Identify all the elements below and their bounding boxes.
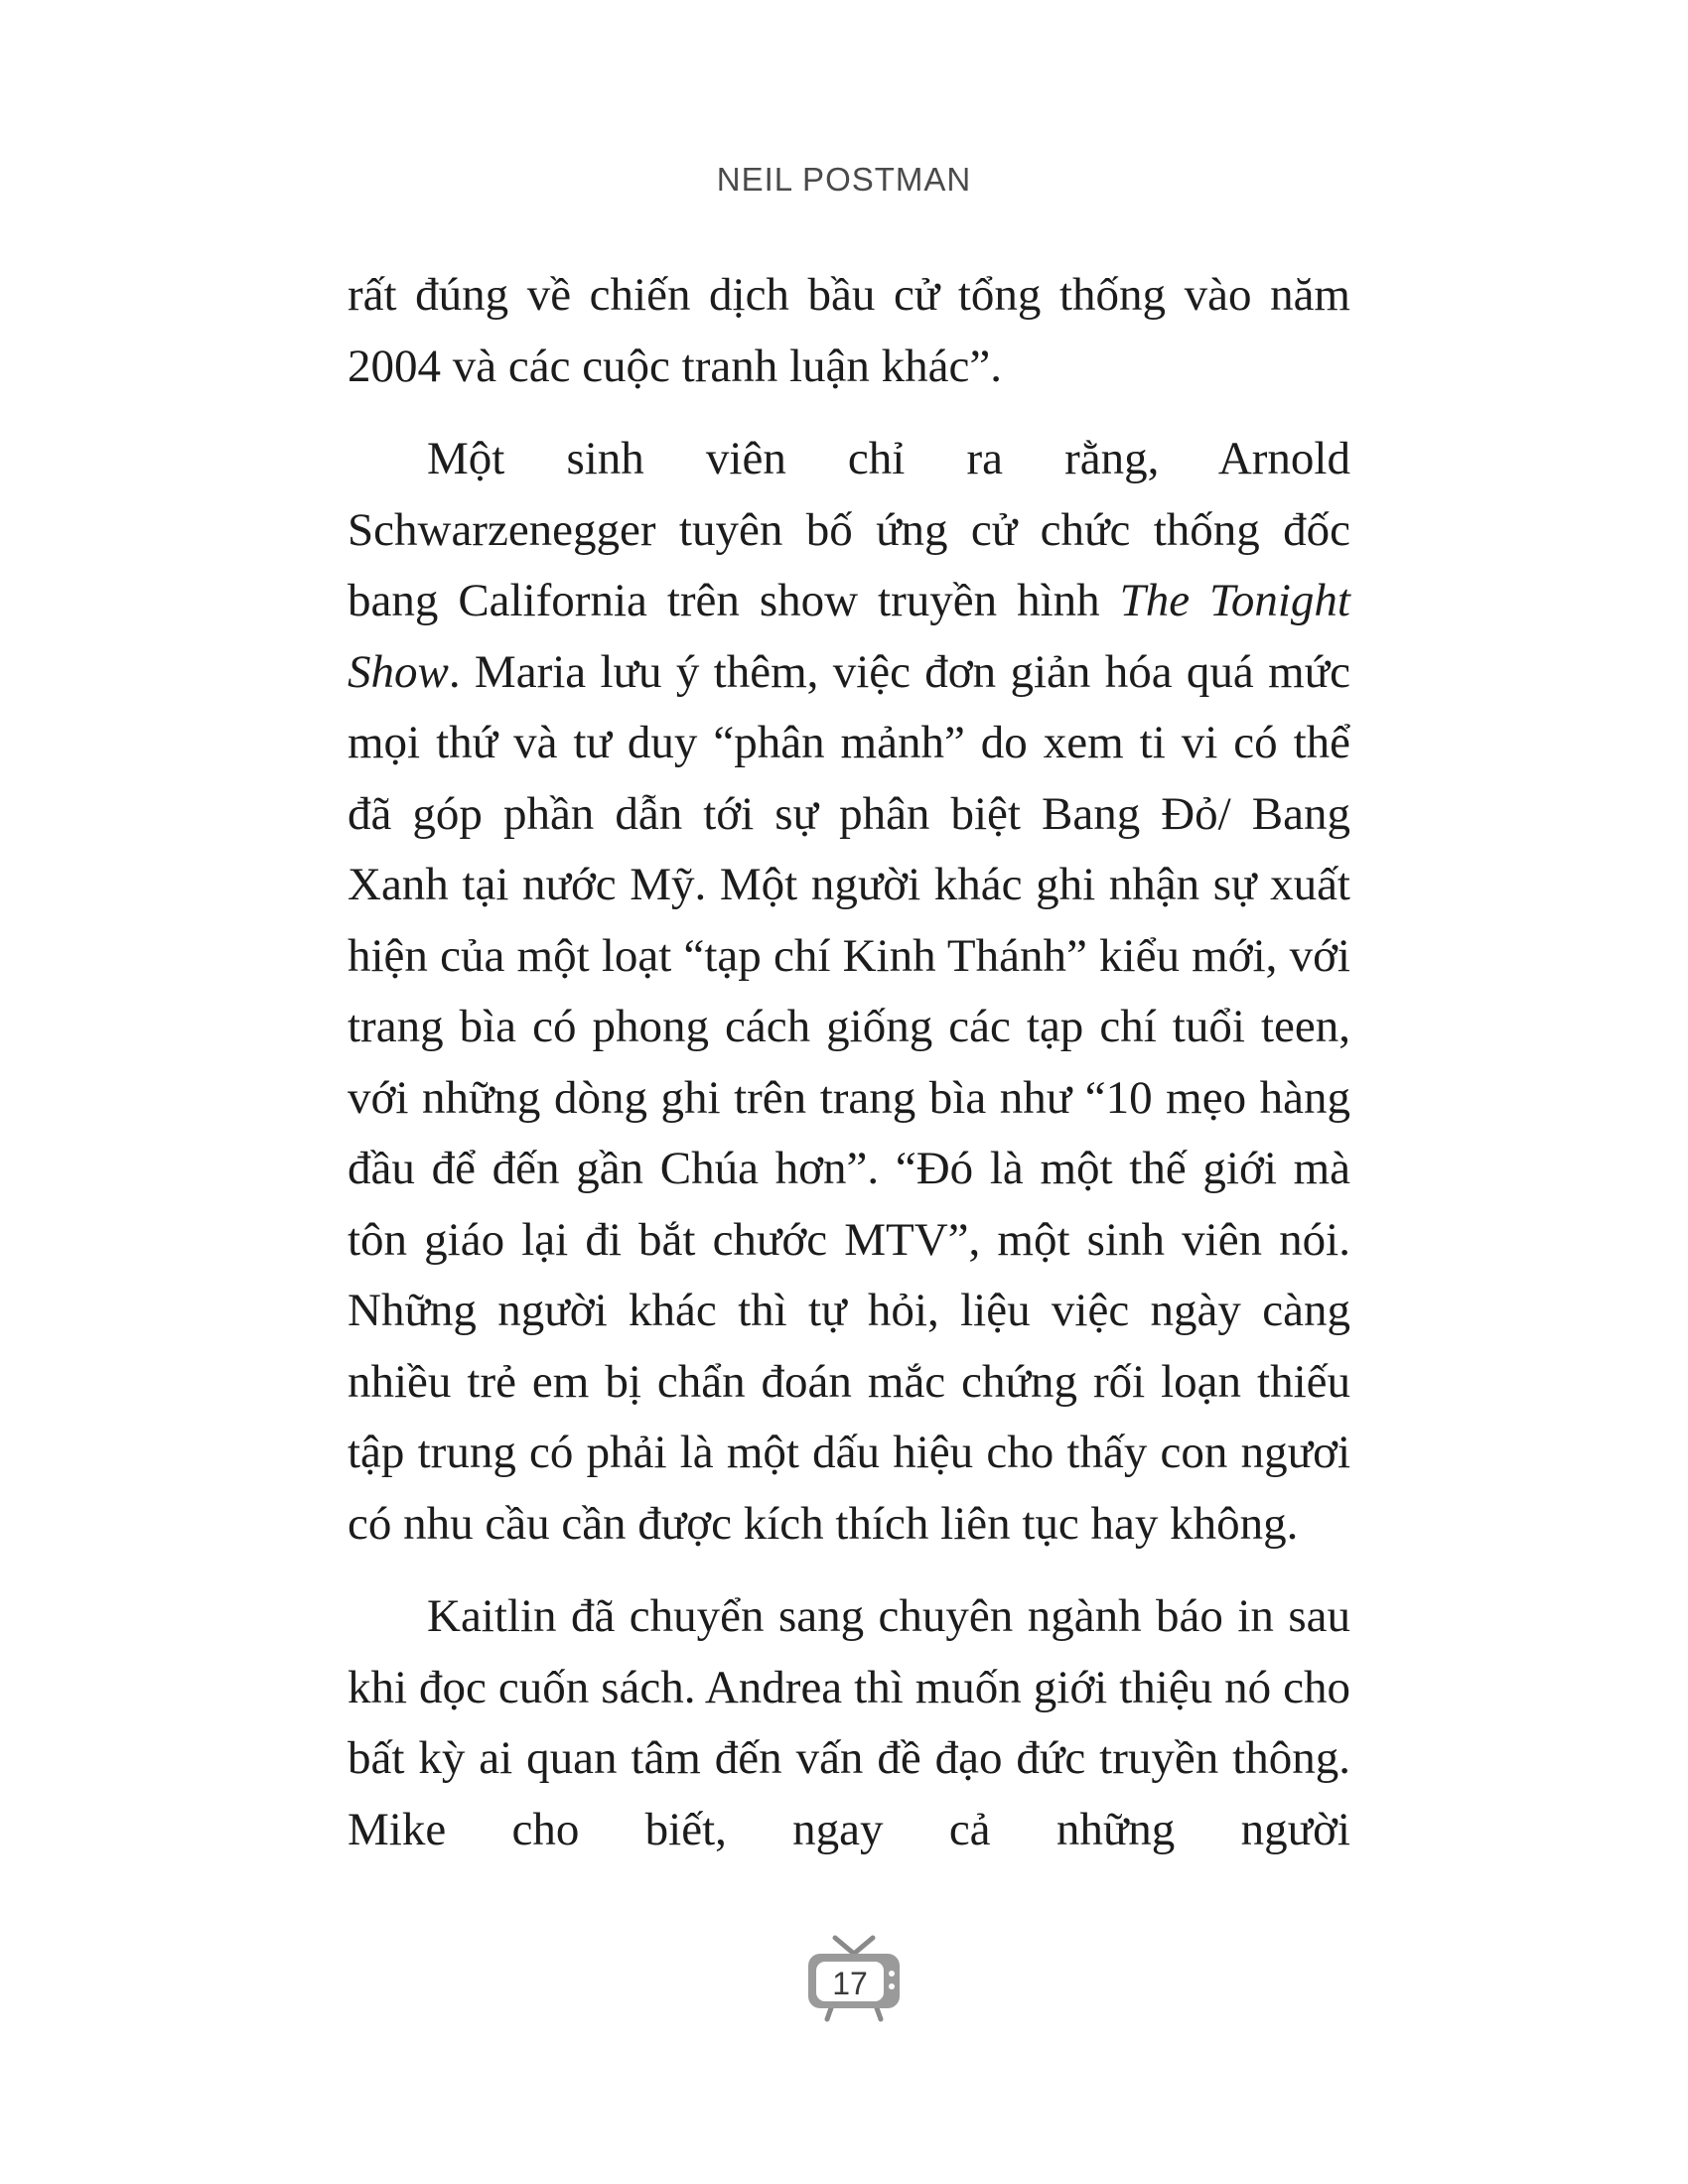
paragraph-2 xyxy=(348,424,1350,1560)
page-number-badge xyxy=(802,1932,906,2023)
paragraph-1: rất đúng về chiến dịch bầu cử tổng thống vào năm 2004 và các cuộc tranh luận khác”. xyxy=(348,269,1350,392)
paragraph-3: Kaitlin đã chuyển sang chuyên ngành báo in sau khi đọc cuốn sách. Andrea thì muốn giới thiệu nó cho bất kỳ ai quan tâm đến vấn đề đạo đức truyền thông. Mike cho biết, ngay cả những người xyxy=(348,1590,1350,1855)
body-text xyxy=(348,260,1350,1865)
page-number: 17 xyxy=(832,1966,868,2001)
paragraph-2-text-after: . Maria lưu ý thêm, việc đơn giản hóa quá mức mọi thứ và tư duy “phân mảnh” do xem ti vi có thể đã góp phần dẫn tới sự phân biệt Bang Đỏ/ Bang Xanh tại nước Mỹ. Một người khác ghi nhận sự xuất hiện của một loạt “tạp chí Kinh Thánh” kiểu mới, với trang bìa có phong cách giống các tạp chí tuổi teen, với những dòng ghi trên trang bìa như “10 mẹo hàng đầu để đến gần Chúa hơn”. “Đó là một thế giới mà tôn giáo lại đi bắt chước MTV”, một sinh viên nói. Những người khác thì tự hỏi, liệu việc ngày càng nhiều trẻ em bị chẩn đoán mắc chứng rối loạn thiếu tập trung có phải là một dấu hiệu cho thấy con ngươi có nhu cầu cần được kích thích liên tục hay không. xyxy=(348,645,1350,1550)
running-header: NEIL POSTMAN xyxy=(716,161,972,198)
show-title-italic: The Tonight Show xyxy=(348,575,1350,698)
paragraph-2-text-before: Một sinh viên chỉ ra rằng, Arnold Schwarzenegger tuyên bố ứng cử chức thống đốc bang California trên show truyền hình xyxy=(348,433,1350,626)
